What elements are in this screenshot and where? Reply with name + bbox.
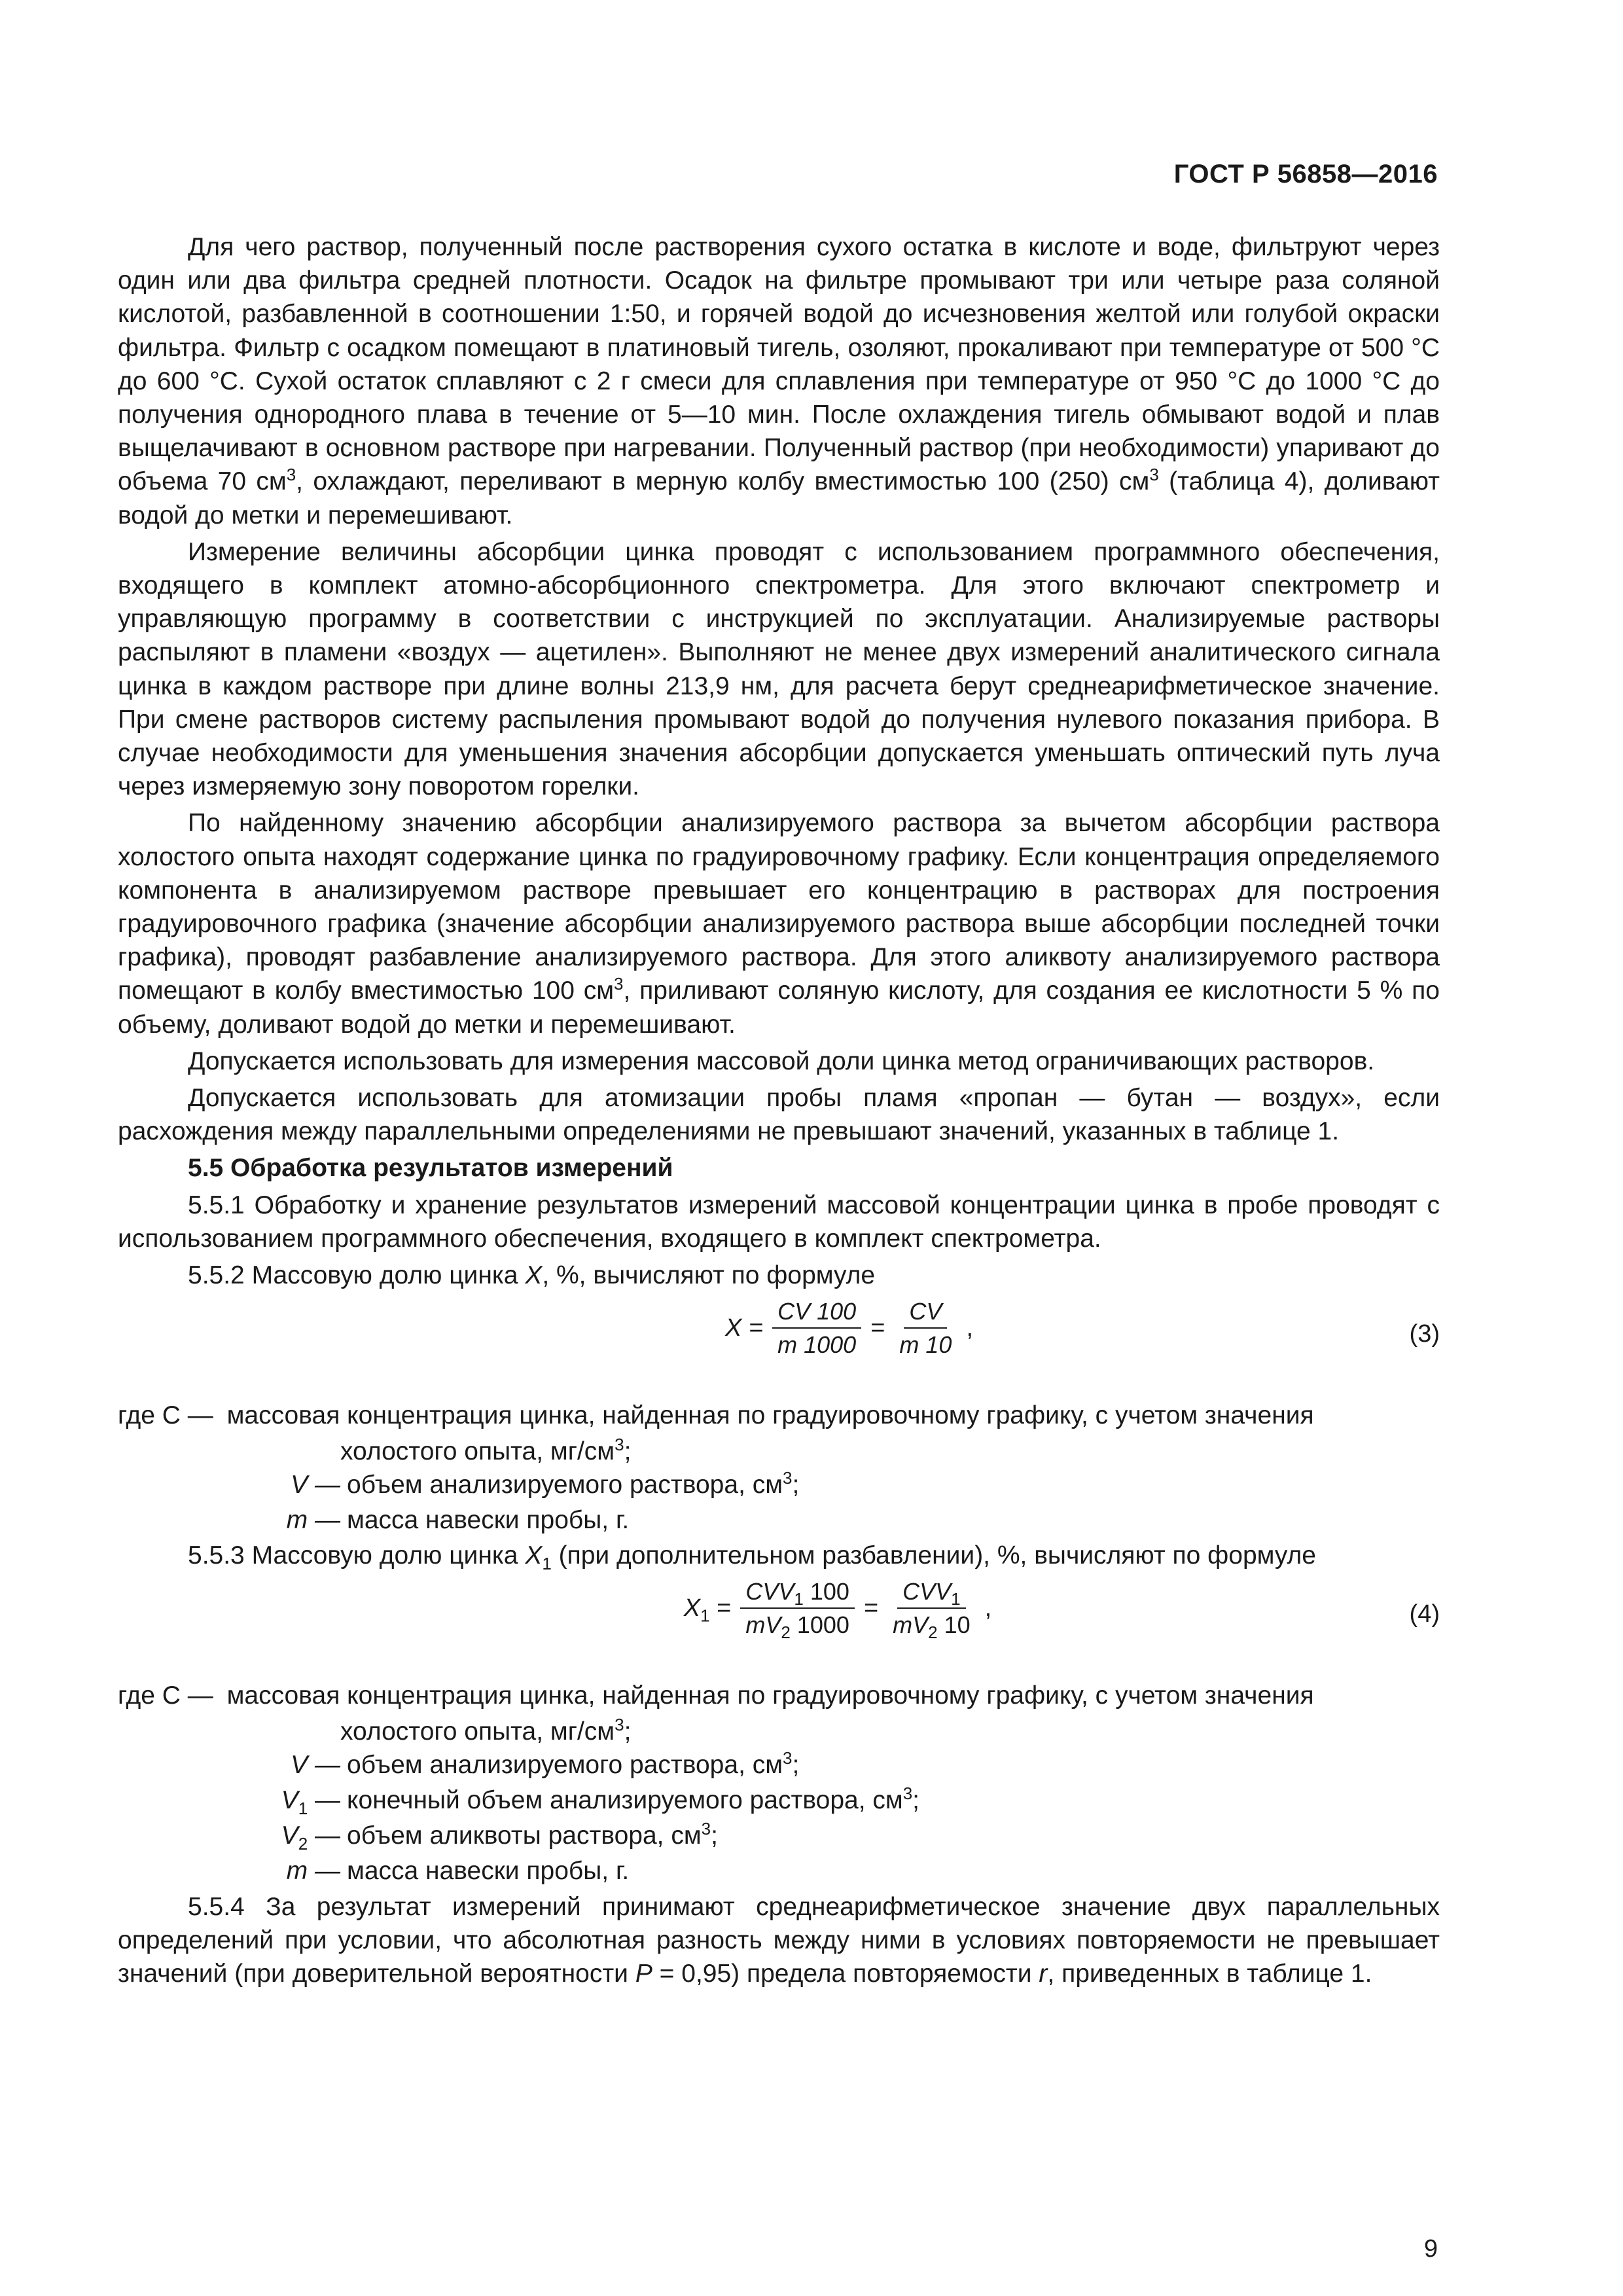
label-text: где C — [118, 1401, 213, 1430]
paragraph [118, 1890, 1440, 1991]
subscript: 1 [700, 1605, 710, 1626]
superscript: 3 [286, 465, 296, 485]
variable: X [525, 1541, 543, 1570]
paragraph-text: = 0,95) предела повторяемости [652, 1959, 1039, 1988]
paragraph [118, 230, 1440, 532]
formula-number: (3) [1409, 1320, 1440, 1348]
subscript: 1 [794, 1589, 804, 1609]
superscript: 3 [615, 1714, 624, 1734]
t: CVV [745, 1578, 794, 1605]
paragraph-text: 5.5.2 Массовую долю цинка [188, 1261, 526, 1290]
superscript: 3 [783, 1748, 793, 1768]
paragraph-text: 5.5.4 За результат измерений принимают среднеарифметическое значение двух параллельных определений при условии, что абсолютная разность между ними в условиях повторяемости не превышает значений (при доверительной вероятности [118, 1892, 1440, 1988]
dash: — [308, 1785, 340, 1814]
superscript: 3 [1149, 465, 1159, 485]
page-number: 9 [1423, 2235, 1438, 2263]
where-label [118, 1679, 227, 1712]
superscript: 3 [783, 1467, 793, 1488]
where-text: массовая концентрация цинка, найденная по градуировочному графику, с учетом значения [226, 1681, 1314, 1710]
numerator: CV [904, 1298, 947, 1329]
where-item [118, 1784, 1440, 1817]
document-body [118, 230, 1440, 1994]
paragraph-text: Для чего раствор, полученный после растворения сухого остатка в кислоте и воде, фильтруют через один или два фильтра средней плотности. Осадок на фильтре промывают три или четыре раза соляной кислотой, разбавленной в соотношении 1:50, и горячей водой до исчезновения желтой или голубой окраски фильтра. Фильтр с осадком помещают в платиновый тигель, озоляют, прокаливают при температуре от 500 °С до 600 °С. Сухой остаток сплавляют с 2 г смеси для сплавления при температуре от 950 °С до 1000 °С до получения однородного плава в течение от 5—10 мин. После охлаждения тигель обмывают водой и плав выщелачивают в основном растворе при нагревании. Полученный раствор (при необходимости) упаривают до объема 70 см [118, 233, 1440, 496]
subscript: 1 [298, 1798, 308, 1818]
where-label: m — [286, 1857, 340, 1886]
where-item [118, 1854, 1440, 1888]
formula-3 [118, 1295, 1440, 1379]
variable: V [281, 1785, 298, 1814]
formula-lhs: X = [725, 1314, 764, 1342]
paragraph-text: , приведенных в таблице 1. [1047, 1959, 1372, 1988]
fraction [894, 1298, 957, 1359]
superscript: 3 [701, 1819, 711, 1839]
text: объем анализируемого раствора, см [347, 1750, 783, 1779]
numerator [897, 1578, 966, 1609]
where-item [118, 1468, 1440, 1501]
where-text: масса навески пробы, г. [347, 1857, 630, 1886]
superscript: 3 [614, 974, 624, 994]
where-label [118, 1784, 347, 1817]
paragraph: 5.5.1 Обработку и хранение результатов измерений массовой концентрации цинка в пробе проводят с использованием программного обеспечения, входящего в комплект спектрометра. [118, 1191, 1440, 1253]
where-text: массовая концентрация цинка, найденная по градуировочному графику, с учетом значения [226, 1401, 1314, 1430]
fraction [887, 1578, 976, 1643]
paragraph [118, 1259, 1440, 1292]
text: объем аликвоты раствора, см [347, 1821, 702, 1850]
subscript: 1 [951, 1589, 961, 1609]
where-text: холостого опыта, мг/см [340, 1717, 615, 1746]
paragraph-text: По найденному значению абсорбции анализируемого раствора за вычетом абсорбции раствора холостого опыта находят содержание цинка по градуировочному графику. Если концентрация определяемого компонента в анализируемом растворе превышает его концентрацию в растворах для построения градуировочного графика (значение абсорбции анализируемого раствора выше абсорбции последней точки графика), проводят разбавление анализируемого раствора. Для этого аликвоту анализируемого раствора помещают в колбу вместимостью 100 см [118, 809, 1440, 1005]
where-continuation: холостого опыта, $мг/см^3$; [340, 1434, 632, 1465]
paragraph-text: , приливают соляную кислоту, для создания ее кислотности 5 % по объему, доливают водой до метки и перемешивают. [118, 977, 1440, 1039]
where-text: объем анализируемого раствора, $см^3$; [347, 1467, 800, 1499]
where-continuation: холостого опыта, $мг/см^3$; [340, 1714, 632, 1746]
variable: P [635, 1959, 652, 1988]
variable: X [525, 1261, 543, 1290]
where-text: объем анализируемого раствора, $см^3$; [347, 1748, 800, 1779]
variable: V [281, 1821, 298, 1850]
paragraph: Допускается использовать для измерения массовой доли цинка метод ограничивающих растворов. [188, 1047, 1375, 1075]
formula-number: (4) [1409, 1600, 1440, 1628]
paragraph [118, 806, 1440, 1041]
where-item [118, 1679, 1440, 1712]
where-label [118, 1819, 347, 1852]
variable: X [683, 1594, 701, 1623]
numerator: CV 100 [772, 1298, 861, 1329]
fraction [772, 1298, 861, 1359]
where-label [118, 1399, 227, 1432]
where-label: V — [291, 1750, 340, 1779]
paragraph: Допускается использовать для атомизации пробы пламя «пропан — бутан — воздух», если расхождения между параллельными определениями не превышают значений, указанных в таблице 1. [118, 1084, 1440, 1146]
where-text: масса навески пробы, г. [347, 1505, 630, 1534]
dash: — [308, 1821, 340, 1850]
where-item [118, 1819, 1440, 1852]
subscript: 2 [298, 1833, 308, 1854]
paragraph-text: (таблица 4), доливают водой до метки и перемешивают. [118, 467, 1440, 529]
formula-lhs [684, 1592, 732, 1625]
where-label: m — [286, 1505, 340, 1534]
formula-tail: , [966, 1314, 973, 1342]
t: 10 [937, 1611, 971, 1639]
formula-4 [118, 1575, 1440, 1659]
t: 1000 [790, 1611, 849, 1639]
label-text: где C — [118, 1681, 213, 1710]
superscript: 3 [615, 1434, 624, 1454]
subscript: 2 [928, 1623, 938, 1643]
where-text: конечный объем анализируемого раствора, $см^3$; [347, 1783, 919, 1814]
equals-sign: = [870, 1314, 885, 1342]
numerator [740, 1578, 855, 1609]
superscript: 3 [902, 1783, 913, 1803]
t: mV [893, 1611, 929, 1639]
subscript: 1 [542, 1553, 552, 1573]
fraction [740, 1578, 855, 1643]
denominator: m 1000 [777, 1331, 857, 1359]
text: объем анализируемого раствора, см [347, 1470, 783, 1499]
equals-sign: = [863, 1594, 879, 1623]
paragraph: Измерение величины абсорбции цинка проводят с использованием программного обеспечения, входящего в комплект атомно-абсорбционного спектрометра. Для этого включают спектрометр и управляющую программу в соответствии с инструкцией по эксплуатации. Анализируемые растворы распыляют в пламени «воздух — ацетилен». Выполняют не менее двух измерений аналитического сигнала цинка в каждом растворе при длине волны 213,9 нм, для расчета берут среднеарифметическое значение. При смене растворов систему распыления промывают водой до получения нулевого показания прибора. В случае необходимости для уменьшения значения абсорбции допускается уменьшать оптический путь луча через измеряемую зону поворотом горелки. [118, 537, 1440, 801]
denominator: m 10 [899, 1331, 952, 1359]
paragraph [118, 1539, 1440, 1572]
where-item [118, 1748, 1440, 1782]
denominator [740, 1609, 855, 1643]
variable: r [1039, 1959, 1048, 1988]
paragraph-text: 5.5.3 Массовую долю цинка [188, 1541, 526, 1570]
paragraph-text: (при дополнительном разбавлении), %, вычисляют по формуле [551, 1541, 1316, 1570]
paragraph-text: , охлаждают, переливают в мерную колбу вместимостью 100 (250) см [296, 467, 1150, 496]
where-label: V — [291, 1470, 340, 1499]
denominator [887, 1609, 976, 1643]
paragraph-text: , %, вычисляют по формуле [542, 1261, 876, 1290]
where-item [118, 1503, 1440, 1537]
subscript: 2 [781, 1623, 791, 1643]
t: CVV [902, 1578, 952, 1605]
text: конечный объем анализируемого раствора, см [347, 1785, 903, 1814]
formula-tail: , [984, 1594, 992, 1623]
equals: = [709, 1594, 732, 1623]
section-heading: 5.5 Обработка результатов измерений [188, 1154, 673, 1183]
where-item [118, 1399, 1440, 1432]
t: 100 [803, 1578, 849, 1605]
where-text: холостого опыта, мг/см [340, 1437, 615, 1465]
t: mV [745, 1611, 781, 1639]
where-text: объем аликвоты раствора, $см^3$; [347, 1819, 718, 1850]
standard-header: ГОСТ Р 56858—2016 [1173, 160, 1438, 188]
